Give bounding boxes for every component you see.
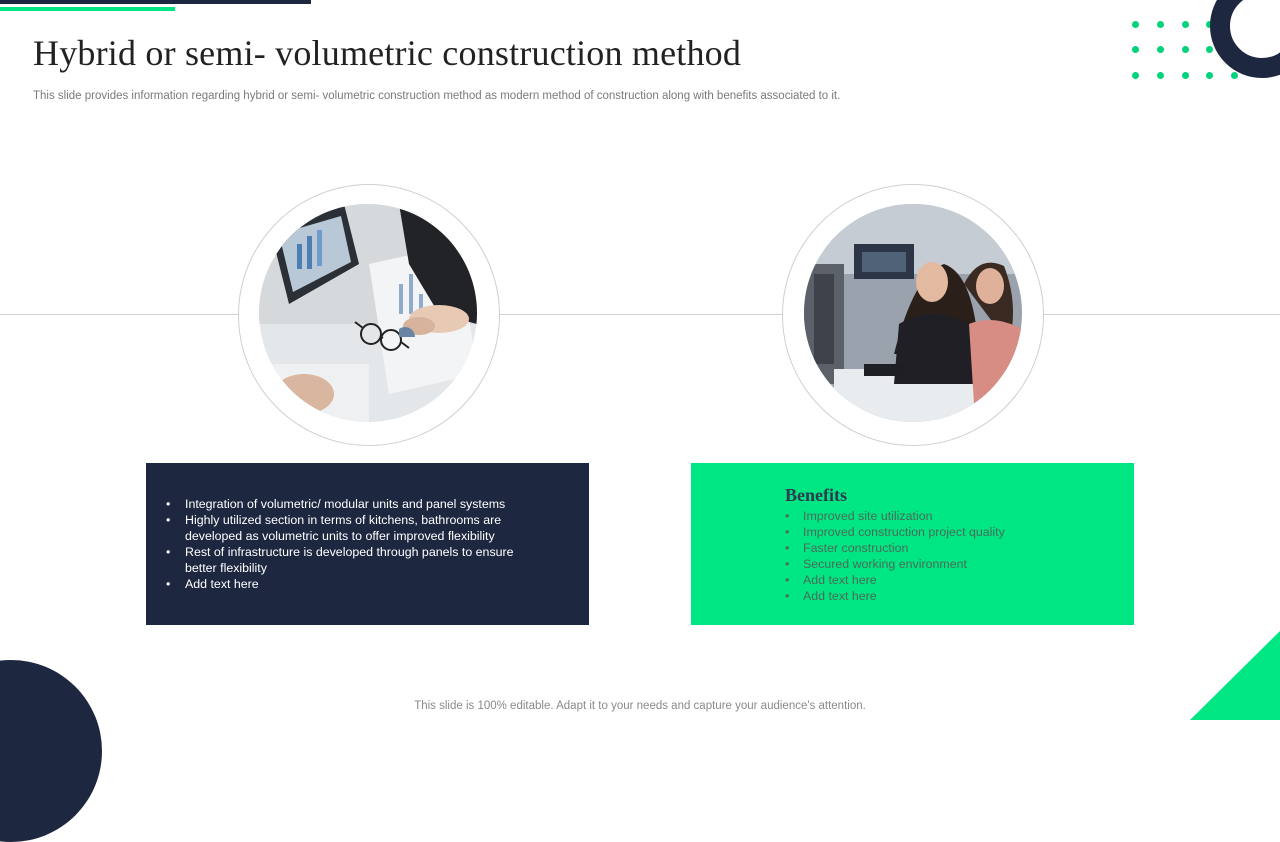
top-accent-bar-navy — [0, 0, 311, 4]
decor-dot — [1132, 21, 1139, 28]
decor-dot — [1157, 46, 1164, 53]
benefits-list — [785, 508, 1105, 604]
slide-subtitle: This slide provides information regarding hybrid or semi- volumetric construction method as modern method of construction along with benefits associated to it. — [33, 90, 841, 102]
decor-dot — [1132, 72, 1139, 79]
top-accent-bar-green — [0, 7, 175, 11]
list-item: • Add text here — [785, 588, 1105, 604]
decor-dot — [1206, 46, 1213, 53]
connector-line-left — [0, 314, 238, 315]
list-item: • Highly utilized section in terms of kitchens, bathrooms are developed as volumetric units to offer improved flexibility — [166, 512, 546, 544]
connector-line-right — [1043, 314, 1280, 315]
list-item: • Secured working environment — [785, 556, 1105, 572]
business-handshake-photo — [259, 204, 477, 422]
benefits-panel — [691, 463, 1134, 625]
list-item: • Improved construction project quality — [785, 524, 1105, 540]
list-item: • Faster construction — [785, 540, 1105, 556]
benefits-heading: Benefits — [785, 485, 847, 505]
description-panel — [146, 463, 589, 625]
decor-dot — [1182, 72, 1189, 79]
women-meeting-photo — [804, 204, 1022, 422]
decor-dot — [1182, 46, 1189, 53]
list-item: • Rest of infrastructure is developed through panels to ensure better flexibility — [166, 544, 546, 576]
list-item: • Add text here — [785, 572, 1105, 588]
slide-title: Hybrid or semi- volumetric construction method — [33, 33, 742, 73]
connector-line-middle — [499, 314, 782, 315]
decor-dot — [1157, 21, 1164, 28]
description-list — [166, 496, 546, 592]
footer-note: This slide is 100% editable. Adapt it to your needs and capture your audience's attention. — [414, 700, 866, 712]
list-item: • Integration of volumetric/ modular units and panel systems — [166, 496, 546, 512]
decor-dot — [1157, 72, 1164, 79]
decor-dot — [1132, 46, 1139, 53]
list-item: • Improved site utilization — [785, 508, 1105, 524]
corner-circle-decoration — [0, 660, 102, 842]
decor-dot — [1182, 21, 1189, 28]
list-item: • Add text here — [166, 576, 546, 592]
decor-dot — [1231, 72, 1238, 79]
decor-dot — [1206, 72, 1213, 79]
